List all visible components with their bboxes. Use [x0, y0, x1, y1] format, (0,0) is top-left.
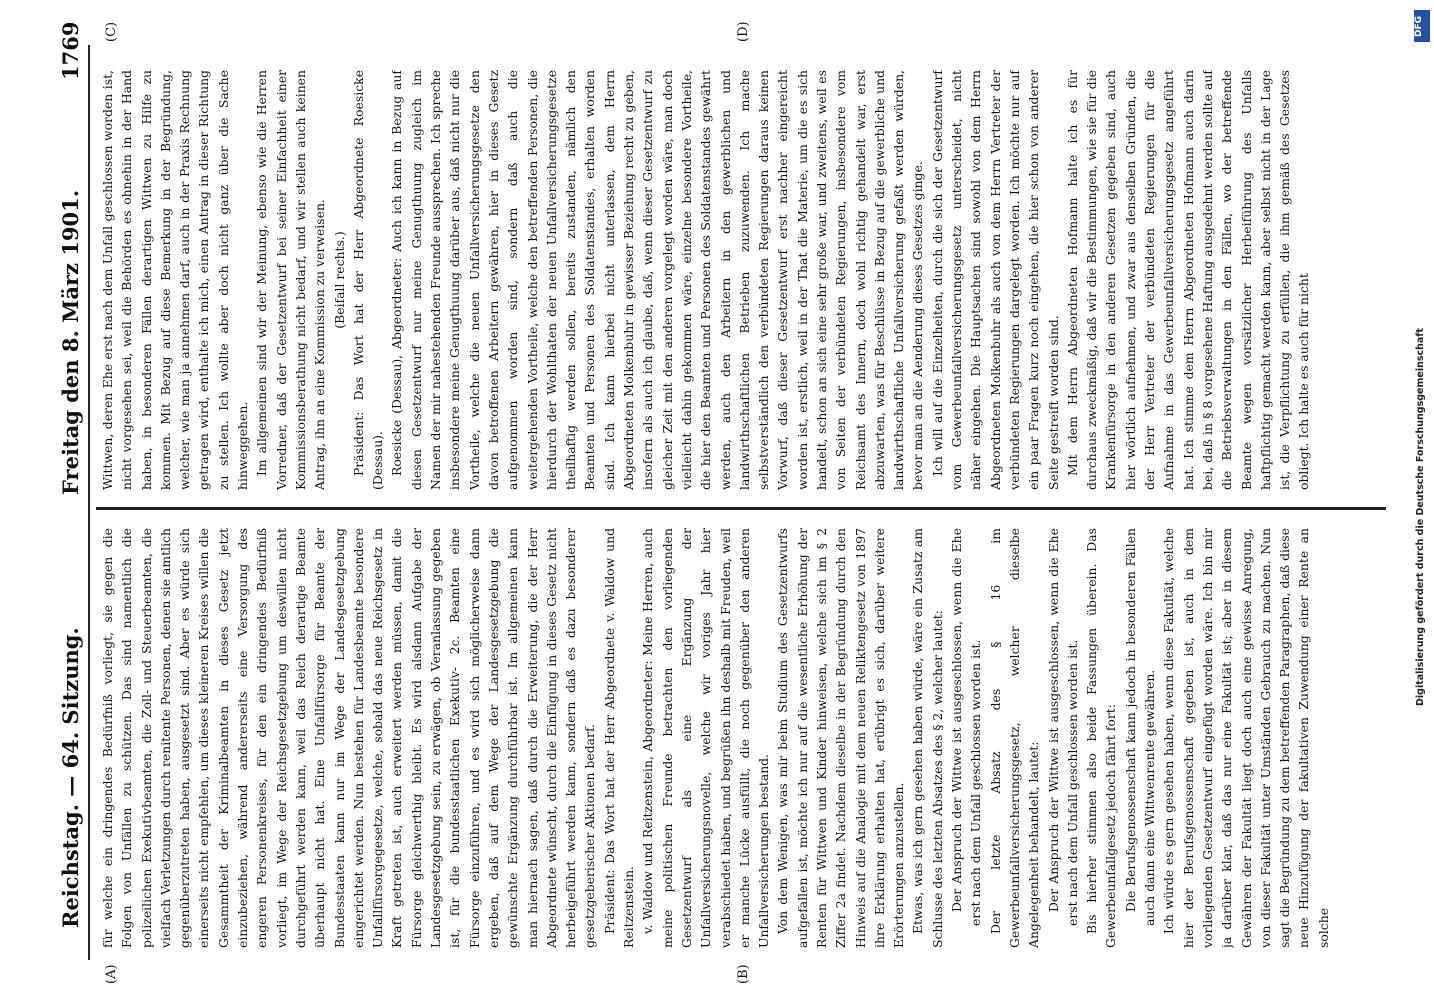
digitization-strip — [1414, 6, 1432, 996]
digitization-note: Digitalisierung gefördert durch die Deutsche Forschungsgemeinschaft — [1415, 328, 1426, 706]
quotation: Der Anspruch der Wittwe ist ausgeschlossen, wenn die Ehe erst nach dem Unfall geschlossen worden ist. — [949, 528, 984, 926]
paragraph: Ich würde es gern gesehen haben, wenn diese Fakultät, welche hier der Berufsgenossenschaft gegeben ist, auch in dem vorliegenden Gesetzentwurf eingefügt worden wäre. Ich bin mir ja darüber klar, daß das nur eine Fakultät ist; aber in diesem Gewähren der Fakultät liegt doch auch eine gewisse Anregung, von dieser Fakultät unter Umständen Gebrauch zu machen. Nun sagt die Begründung zu dem betreffenden Paragraphen, daß diese neue Hinzufügung der fakultativen Zuwendung einer Rente an solche — [1161, 528, 1331, 948]
speaker-call: Präsident: Das Wort hat der Herr Abgeordnete Roesicke (Dessau). — [350, 70, 386, 490]
left-column — [98, 528, 1384, 948]
column-divider — [96, 507, 1386, 510]
margin-marker-b: (B) — [736, 964, 751, 984]
paragraph: Der letzte Absatz des § 16 im Gewerbeunfallversicherungsgesetz, welcher dieselbe Angelegenheit behandelt, lautet: — [987, 528, 1042, 948]
paragraph: Mit dem Herrn Abgeordneten Hofmann halte ich es für durchaus zweckmäßig, daß wir die Bestimmungen, wie sie für die Krankenfürsorge in den anderen Gesetzen gegeben sind, auch hier wörtlich aufnehmen, und zwar aus denselben Gründen, die der Herr Vertreter der verbündeten Regierungen für die Aufnahme in das Gewerbeunfallversicherungsgesetz angeführt hat. Ich stimme dem Herrn Abgeordneten Hofmann auch darin bei, daß in § 8 vorgesehene Haftung ausgedehnt werden sollte auf die Betriebsverwaltungen in den Fällen, wo der betreffende Beamte wegen vorsätzlicher Herbeiführung des Unfalls haftpflichtig gemacht werden kann, aber selbst nicht in der Lage ist, die Verpflichtung zu erfüllen, die ihm gemäß des Gesetzes obliegt. Ich halte es auch für nicht — [1064, 70, 1312, 490]
dfg-logo-icon — [1414, 10, 1430, 42]
paragraph: v. Waldow und Reitzenstein, Abgeordneter: Meine Herren, auch meine politischen Freunde betrachten den vorliegenden Gesetzentwurf als eine Ergänzung der Unfallversicherungsnovelle, welche wir voriges Jahr hier verabschiedet haben, und begrüßen ihn deshalb mit Freuden, weil er manche Lücke ausfüllt, die noch gegenüber den anderen Unfallversicherungen bestand. — [640, 528, 772, 948]
margin-marker-c: (C) — [104, 21, 119, 42]
header-date: Freitag den 8. März 1901. — [58, 189, 83, 495]
header-page-number: 1769 — [58, 21, 83, 80]
header-session: Reichstag. — 64. Sitzung. — [58, 627, 83, 928]
margin-marker-a: (A) — [104, 964, 119, 984]
speaker-call: Präsident: Das Wort hat der Herr Abgeordnete v. Waldow und Reitzenstein. — [601, 528, 637, 948]
right-column — [98, 70, 1384, 490]
page-header — [54, 0, 88, 1000]
paragraph: Im allgemeinen sind wir der Meinung, ebenso wie die Herren Vorredner, daß der Gesetzentwurf bei seiner Einfachheit einer Kommissionsberathung nicht bedarf, und wir stellen auch keinen Antrag, ihn an eine Kommission zu verweisen. — [254, 70, 328, 490]
quotation: Die Berufsgenossenschaft kann jedoch in besonderen Fällen auch dann eine Wittwenrente gewähren. — [1122, 528, 1158, 926]
paragraph: Roesicke (Dessau), Abgeordneter: Auch ich kann in Bezug auf diesen Gesetzentwurf nur meine Genugthuung zugleich im Namen der mir nahestehenden Freunde aussprechen. Ich spreche insbesondere meine Genugthuung darüber aus, daß nicht nur die Vortheile, welche die neuen Unfallversicherungsgesetze den davon betroffenen Arbeitern gewähren, hier in dieses Gesetz aufgenommen worden sind, sondern daß auch die weitergehenden Vortheile, welche den betreffenden Personen, die hierdurch der Wohlthaten der neuen Unfallversicherungsgesetze theilhaftig werden sollen, bereits zustanden, nämlich den Beamten und Personen des Soldatenstandes, erhalten worden sind. Ich kann hierbei nicht unterlassen, dem Herrn Abgeordneten Molkenbuhr in gewisser Beziehung recht zu geben, insofern als auch ich glaube, daß, wenn dieser Gesetzentwurf zu gleicher Zeit mit den anderen vorgelegt worden wäre, man doch vielleicht dahin gekommen wäre, einzelne besondere Vortheile, die hier den Beamten und Personen des Soldatenstandes gewährt werden, auch den Arbeitern in den gewerblichen und landwirthschaftlichen Betrieben zuzuwenden. Ich mache selbstverständlich den verbündeten Regierungen daraus keinen Vorwurf, daß dieser Gesetzentwurf erst nachher eingereicht worden ist, erstlich, weil in der That die Materie, um die es sich handelt, schon an sich eine sehr große war, und zweitens, weil es von Seiten der verbündeten Regierungen, insbesondere vom Reichsamt des Innern, doch wohl richtig gehandelt war, erst abzuwarten, was für Beschlüsse in Bezug auf die gewerbliche und landwirthschaftliche Unfallversicherung gefaßt werden würden, bevor man an die Aenderung dieses Gesetzes ginge. — [389, 70, 926, 490]
paragraph: für welche ein dringendes Bedürfniß vorliegt, sie gegen die Folgen von Unfällen zu schützen. Das sind namentlich die polizeilichen Exekutivbeamten, die Zoll- und Steuerbeamten, die vielfach Verletzungen durch renitente Personen, denen sie amtlich gegenüberzutreten haben, ausgesetzt sind. Aber es würde sich einerseits nicht empfehlen, um dieses kleineren Kreises willen die Gesammtheit der Kriminalbeamten in dieses Gesetz jetzt einzubeziehen, während andererseits eine Versorgung des engeren Personenkreises, für den ein dringendes Bedürfniß vorliegt, im Wege der Reichsgesetzgebung um deswillen nicht durchgeführt werden kann, weil das Reich derartige Beamte überhaupt nicht hat. Eine Unfallfürsorge für Beamte der Bundesstaaten kann nur im Wege der Landesgesetzgebung eingerichtet werden. Nun bestehen für Landesbeamte besondere Unfallfürsorgegesetze, welche, sobald das neue Reichsgesetz in Kraft getreten ist, auch erweitert werden müssen, damit die Fürsorge gleichwerthig bleibt. Es wird alsdann Aufgabe der Landesgesetzgebung sein, zu erwägen, ob Veranlassung gegeben ist, für die bundesstaatlichen Exekutiv- 2c. Beamten eine Fürsorge einzuführen, und es wird sich möglicherweise dann ergeben, daß auf dem Wege der Landesgesetzgebung die gewünschte Ergänzung durchführbar ist. Im allgemeinen kann man hiernach sagen, daß durch die Erweiterung, die der Herr Abgeordnete wünscht, durch die Einfügung in dieses Gesetz nicht herbeigeführt werden kann, sondern daß es dazu besonderer gesetzgeberischer Aktionen bedarf. — [100, 528, 598, 948]
paragraph: Wittwen, deren Ehe erst nach dem Unfall geschlossen worden ist, nicht vorgesehen sei, weil die Behörden es ohnehin in der Hand haben, in besonderen Fällen derartigen Wittwen zu Hilfe zu kommen. Mit Bezug auf diese Bemerkung in der Begründung, welcher, wie man ja annehmen darf, auch in der Praxis Rechnung getragen wird, enthalte ich mich, einen Antrag in dieser Richtung zu stellen. Ich wollte aber doch nicht ganz über die Sache hinweggehen. — [100, 70, 251, 490]
header-rule — [88, 45, 90, 960]
paragraph: Ich will auf die Einzelheiten, durch die sich der Gesetzentwurf vom Gewerbeunfallversicherungsgesetz unterscheidet, nicht näher eingehen. Die Hauptsachen sind sowohl von dem Herrn Abgeordneten Molkenbuhr als auch von dem Herrn Vertreter der verbündeten Regierungen dargelegt worden. Ich möchte nur auf ein paar Fragen kurz noch eingehen, die hier schon von anderer Seite gestreift worden sind. — [929, 70, 1061, 490]
paragraph: Von dem Wenigen, was mir beim Studium des Gesetzentwurfs aufgefallen ist, möchte ich nur auf die wesentliche Erhöhung der Renten für Wittwen und Kinder hinweisen, welche sich im § 2 Ziffer 2a findet. Nachdem dieselbe in der Begründung durch den Hinweis auf die Analogie mit dem neuen Reliktengesetz von 1897 ihre Erklärung erhalten hat, erübrigt es sich, darüber weitere Erörterungen anzustellen. — [775, 528, 907, 948]
applause-note: (Beifall rechts.) — [331, 231, 347, 329]
margin-marker-d: (D) — [736, 21, 751, 42]
paragraph: Bis hierher stimmen also beide Fassungen überein. Das Gewerbeunfallgesetz jedoch fährt fort: — [1084, 528, 1119, 948]
quotation: Der Anspruch der Wittwe ist ausgeschlossen, wenn die Ehe erst nach dem Unfall geschlossen worden ist. — [1045, 528, 1080, 926]
paragraph: Etwas, was ich gern gesehen haben würde, wäre ein Zusatz am Schlusse des letzten Absatzes des § 2, welcher lautet: — [910, 528, 945, 948]
dfg-logo-text: DFG — [1414, 15, 1424, 37]
